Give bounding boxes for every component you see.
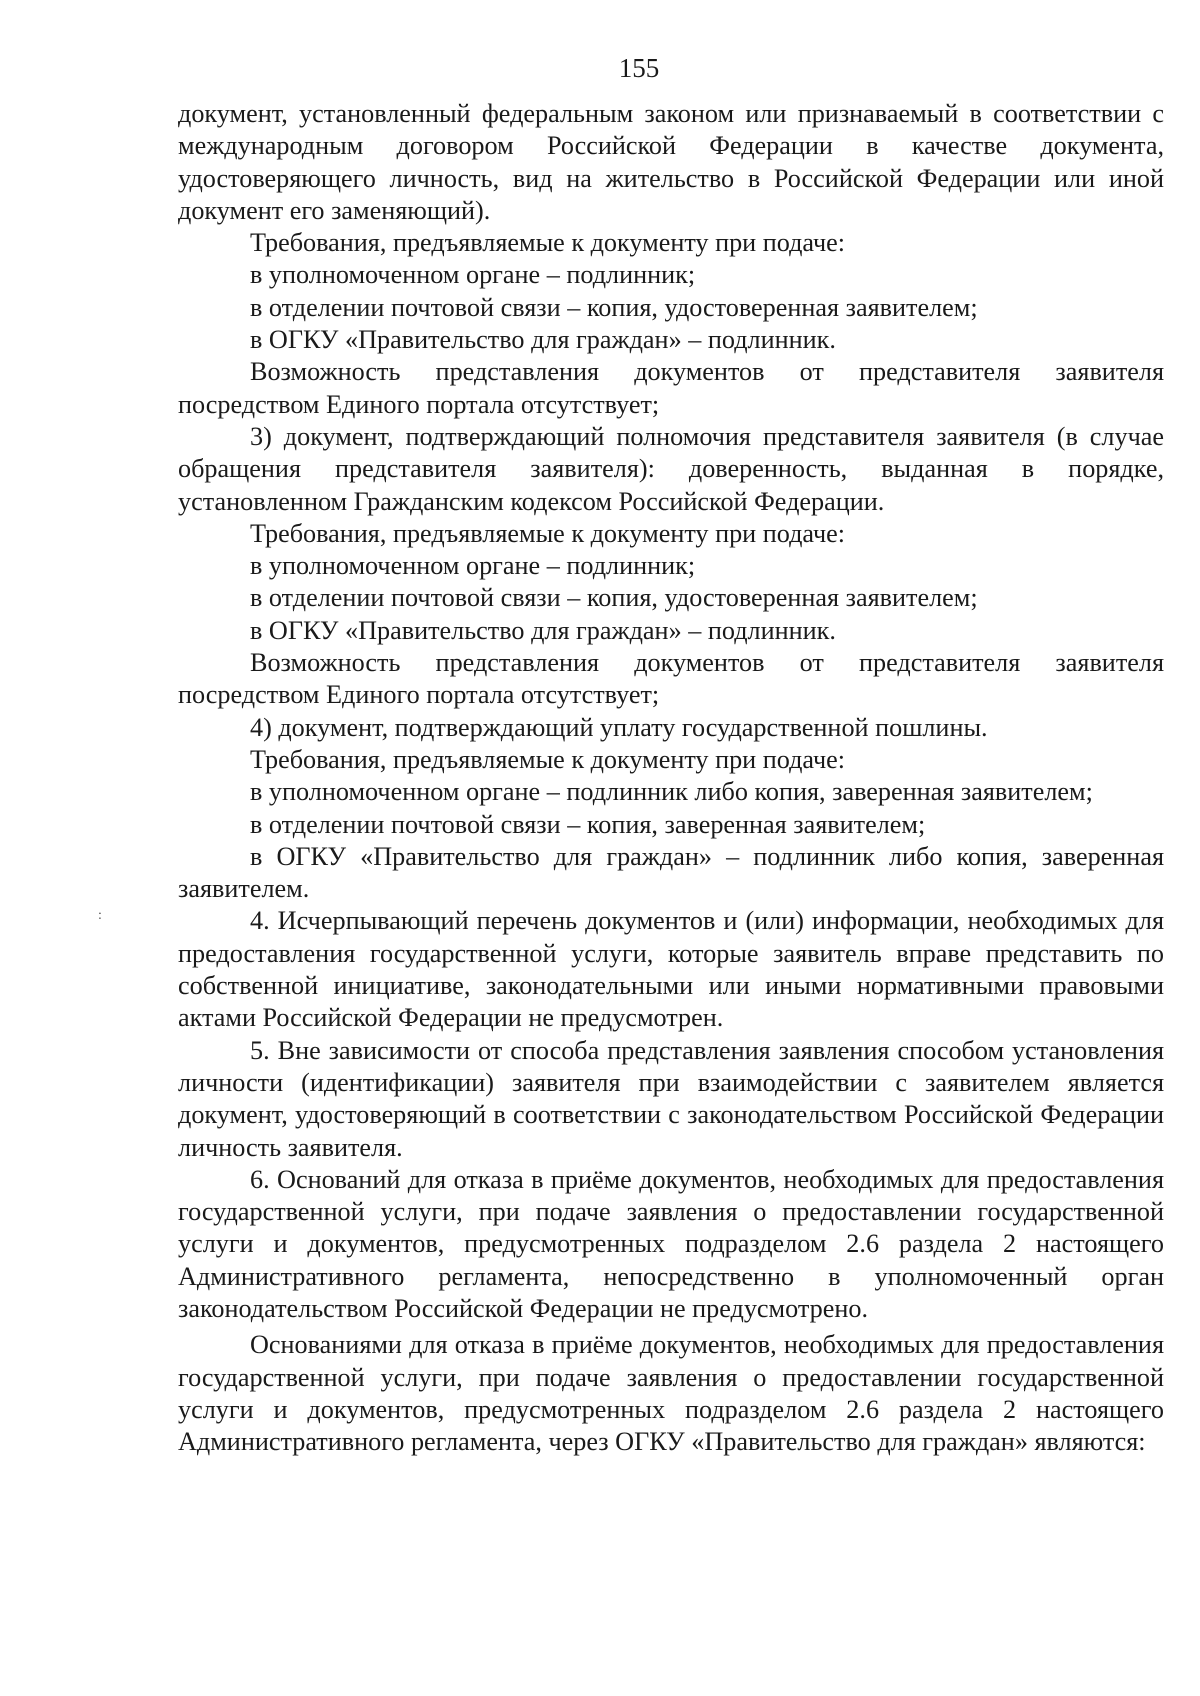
paragraph-refusal-grounds: Основаниями для отказа в приёме документов, необходимых для предоставления государственной услуги, при подаче заявления о предоставлении государственной услуги и документов, предусмотренных подразделом 2.6 раздела 2 настоящего Административного регламента, через ОГКУ «Правительство для граждан» являются: [178, 1330, 1164, 1457]
paragraph-portal-note: Возможность представления документов от представителя заявителя посредством Единого портала отсутствует; [178, 357, 1164, 419]
paragraph-requirement-authority: в уполномоченном органе – подлинник; [250, 260, 696, 290]
paragraph-requirements-heading: Требования, предъявляемые к документу при подаче: [250, 518, 846, 548]
paragraph-section-5: 5. Вне зависимости от способа представления заявления способом установления личности (идентификации) заявителя при взаимодействии с заявителем является документ, удостоверяющий в соответствии с законодательством Российской Федерации личность заявителя. [178, 1035, 1164, 1162]
page-number: 155 [618, 53, 660, 83]
paragraph-requirement-authority: в уполномоченном органе – подлинник либо копия, заверенная заявителем; [250, 777, 1093, 807]
margin-mark: : [98, 908, 102, 923]
paragraph-requirement-authority: в уполномоченном органе – подлинник; [250, 551, 696, 581]
paragraph-requirement-post: в отделении почтовой связи – копия, заверенная заявителем; [250, 809, 926, 839]
paragraph-requirement-post: в отделении почтовой связи – копия, удостоверенная заявителем; [250, 583, 978, 613]
paragraph-continuation: документ, установленный федеральным законом или признаваемый в соответствии с международным договором Российской Федерации в качестве документа, удостоверяющего личность, вид на жительство в Российской Федерации или иной документ его заменяющий). [178, 99, 1164, 225]
paragraph-requirement-ogku: в ОГКУ «Правительство для граждан» – подлинник либо копия, заверенная заявителем. [178, 841, 1164, 904]
paragraph-requirement-ogku: в ОГКУ «Правительство для граждан» – подлинник. [250, 615, 836, 645]
document-body [178, 98, 1164, 1458]
paragraph-item-4: 4) документ, подтверждающий уплату государственной пошлины. [250, 712, 988, 742]
paragraph-section-4: 4. Исчерпывающий перечень документов и (или) информации, необходимых для предоставления государственной услуги, которые заявитель вправе представить по собственной инициативе, законодательными или иными нормативными правовыми актами Российской Федерации не предусмотрен. [178, 906, 1164, 1033]
paragraph-requirement-ogku: в ОГКУ «Правительство для граждан» – подлинник. [250, 325, 836, 355]
paragraph-section-6: 6. Оснований для отказа в приёме документов, необходимых для предоставления государственной услуги, при подаче заявления о предоставлении государственной услуги и документов, предусмотренных подразделом 2.6 раздела 2 настоящего Административного регламента, непосредственно в уполномоченный орган законодательством Российской Федерации не предусмотрено. [178, 1164, 1164, 1323]
paragraph-item-3: 3) документ, подтверждающий полномочия представителя заявителя (в случае обращения представителя заявителя): доверенность, выданная в порядке, установленном Гражданским кодексом Российской Федерации. [178, 421, 1164, 516]
paragraph-requirements-heading: Требования, предъявляемые к документу при подаче: [250, 744, 846, 774]
paragraph-requirements-heading: Требования, предъявляемые к документу при подаче: [250, 228, 846, 258]
paragraph-portal-note: Возможность представления документов от представителя заявителя посредством Единого портала отсутствует; [178, 648, 1164, 710]
paragraph-requirement-post: в отделении почтовой связи – копия, удостоверенная заявителем; [250, 292, 978, 322]
